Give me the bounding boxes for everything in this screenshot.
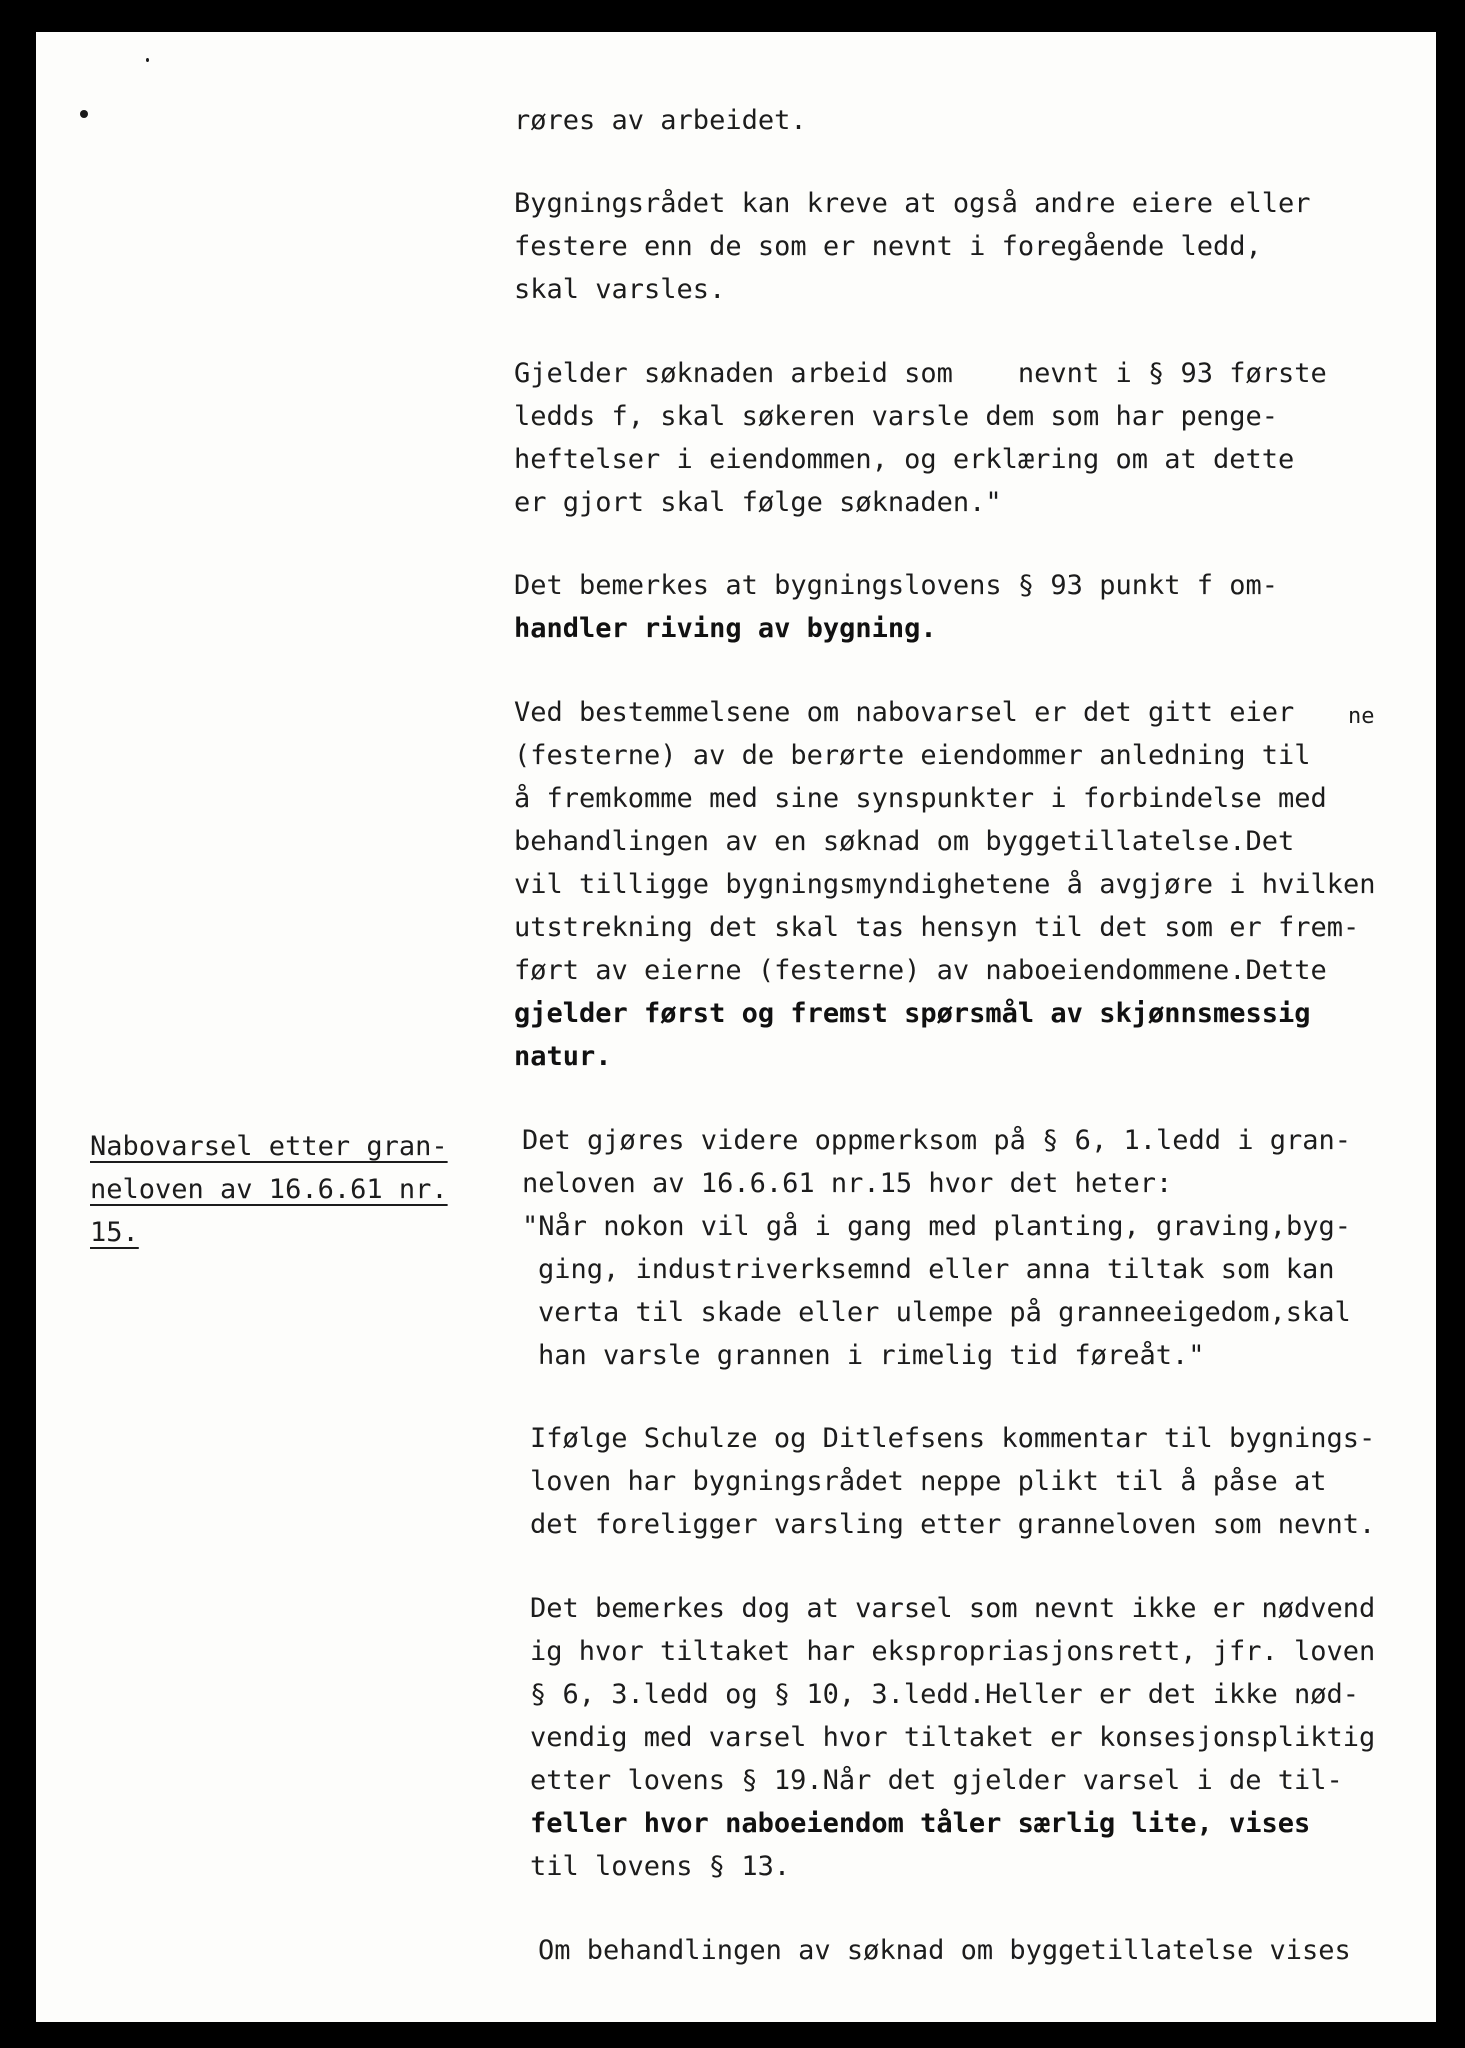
text-line: Det bemerkes dog at varsel som nevnt ikke er nødvend — [530, 1593, 1376, 1624]
margin-note-line: Nabovarsel etter gran- — [90, 1131, 448, 1162]
text-line: Det gjøres videre oppmerksom på § 6, 1.ledd i gran- — [522, 1125, 1352, 1156]
text-line: skal varsles. — [514, 274, 726, 305]
text-line: behandlingen av en søknad om byggetillatelse.Det — [514, 826, 1295, 857]
text-line: er gjort skal følge søknaden." — [514, 487, 1002, 518]
text-line: det foreligger varsling etter granneloven som nevnt. — [530, 1509, 1376, 1540]
text-line: Bygningsrådet kan kreve at også andre eiere eller — [514, 188, 1311, 219]
text-line: gjelder først og fremst spørsmål av skjønnsmessig — [514, 998, 1311, 1029]
text-line: vendig med varsel hvor tiltaket er konsesjonspliktig — [530, 1722, 1376, 1753]
text-line: loven har bygningsrådet neppe plikt til å påse at — [530, 1466, 1327, 1497]
text-line: røres av arbeidet. — [514, 105, 807, 136]
text-line: feller hvor naboeiendom tåler særlig lite, vises — [530, 1808, 1311, 1839]
text-line: ging, industriverksemnd eller anna tiltak som kan — [538, 1254, 1335, 1285]
punch-mark — [80, 110, 88, 118]
text-line: vil tilligge bygningsmyndighetene å avgjøre i hvilken — [514, 869, 1376, 900]
text-line: til lovens § 13. — [530, 1851, 791, 1882]
text-line: Ved bestemmelsene om nabovarsel er det gitt eier — [514, 697, 1295, 728]
text-line: ig hvor tiltaket har ekspropriasjonsrett, jfr. loven — [530, 1636, 1376, 1667]
document-page — [36, 32, 1436, 2022]
text-line: ledds f, skal søkeren varsle dem som har penge- — [514, 401, 1279, 432]
text-line: ført av eierne (festerne) av naboeiendommene.Dette — [514, 955, 1327, 986]
text-line: Det bemerkes at bygningslovens § 93 punkt f om- — [514, 570, 1279, 601]
text-line: neloven av 16.6.61 nr.15 hvor det heter: — [522, 1168, 1173, 1199]
text-line: å fremkomme med sine synspunkter i forbindelse med — [514, 783, 1327, 814]
text-line: Om behandlingen av søknad om byggetillatelse vises — [538, 1935, 1351, 1966]
text-line: festere enn de som er nevnt i foregående ledd, — [514, 231, 1262, 262]
text-line: Ifølge Schulze og Ditlefsens kommentar til bygnings- — [530, 1423, 1376, 1454]
text-line: Gjelder søknaden arbeid som nevnt i § 93 første — [514, 358, 1327, 389]
text-line: § 6, 3.ledd og § 10, 3.ledd.Heller er det ikke nød- — [530, 1679, 1360, 1710]
speck-mark — [146, 58, 149, 62]
text-line: handler riving av bygning. — [514, 613, 937, 644]
text-line: etter lovens § 19.Når det gjelder varsel i de til- — [530, 1765, 1343, 1796]
margin-note-line: 15. — [90, 1217, 139, 1248]
text-line: utstrekning det skal tas hensyn til det som er frem- — [514, 912, 1360, 943]
text-line: han varsle grannen i rimelig tid føreåt." — [538, 1340, 1205, 1371]
text-line: heftelser i eiendommen, og erklæring om at dette — [514, 444, 1295, 475]
text-line: natur. — [514, 1041, 612, 1072]
text-line: "Når nokon vil gå i gang med planting, graving,byg- — [522, 1211, 1352, 1242]
text-line: (festerne) av de berørte eiendommer anledning til — [514, 740, 1311, 771]
margin-note-line: neloven av 16.6.61 nr. — [90, 1174, 448, 1205]
text-line: verta til skade eller ulempe på granneeigedom,skal — [538, 1297, 1351, 1328]
overtyped-correction: ne — [1348, 704, 1375, 729]
